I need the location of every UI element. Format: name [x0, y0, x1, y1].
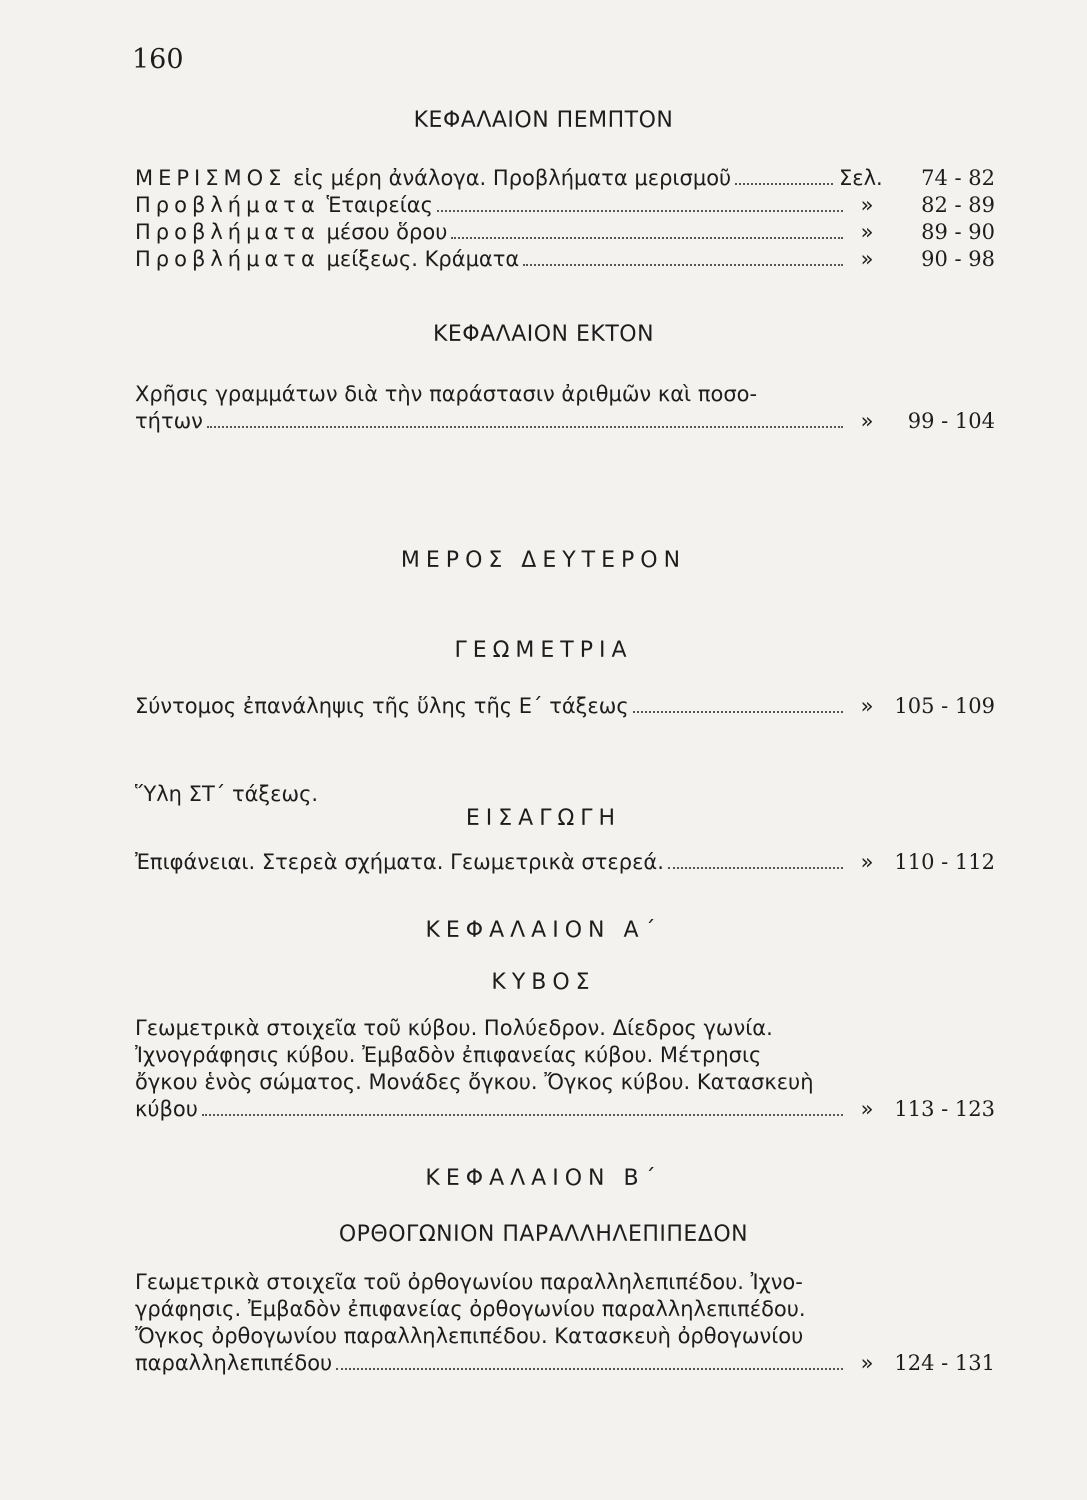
page-range: 74 - 82	[921, 166, 995, 190]
entry-label: Προβλήματα Ἑταιρείας	[135, 193, 433, 217]
chapter-5-title: ΚΕΦΑΛΑΙΟΝ ΠΕΜΠΤΟΝ	[413, 108, 674, 133]
toc-entry	[135, 850, 995, 877]
geometry-title: ΓΕΩΜΕΤΡΙΑ	[454, 638, 633, 663]
page-range: 89 - 90	[921, 220, 995, 244]
page-number: 160	[132, 44, 184, 75]
chapter-a-title: ΚΕΦΑΛΑΙΟΝ Α΄	[425, 918, 662, 943]
leader-dots	[451, 237, 843, 239]
leader-dots	[207, 426, 843, 428]
toc-line	[135, 850, 995, 877]
entry-text-line: Γεωμετρικὰ στοιχεῖα τοῦ ὀρθογωνίου παραλληλεπιπέδου. Ἰχνο-	[135, 1270, 803, 1294]
toc-entry	[135, 382, 995, 436]
leader-dots	[523, 264, 843, 266]
page-range: 113 - 123	[894, 1097, 995, 1121]
entry-label: Προβλήματα μείξεως. Κράματα	[135, 247, 520, 271]
entry-text-line: Ὄγκος ὀρθογωνίου παραλληλεπιπέδου. Κατασκευὴ ὀρθογωνίου	[135, 1324, 804, 1348]
toc-line	[135, 1351, 995, 1378]
ditto-mark: »	[860, 694, 874, 718]
entry-text-line: Ἰχνογράφησις κύβου. Ἐμβαδὸν ἐπιφανείας κύβου. Μέτρησις	[135, 1043, 762, 1067]
page-prefix: Σελ.	[839, 166, 883, 190]
ditto-mark: »	[860, 220, 874, 244]
introduction-title: ΕΙΣΑΓΩΓΗ	[465, 806, 622, 831]
ditto-mark: »	[860, 1351, 874, 1375]
entry-label: ΜΕΡΙΣΜΟΣ εἰς μέρη ἀνάλογα. Προβλήματα μερισμοῦ	[135, 166, 732, 190]
page-range: 90 - 98	[921, 247, 995, 271]
entry-label: Σύντομος ἐπανάληψις τῆς ὕλης τῆς Ε΄ τάξεως	[135, 694, 629, 718]
ditto-mark: »	[860, 850, 874, 874]
leader-dots	[668, 867, 843, 869]
entry-label: Ἐπιφάνειαι. Στερεὰ σχήματα. Γεωμετρικὰ στερεά.	[135, 850, 664, 874]
entry-text-line: γράφησις. Ἐμβαδὸν ἐπιφανείας ὀρθογωνίου παραλληλεπιπέδου.	[135, 1297, 806, 1321]
ditto-mark: »	[860, 193, 874, 217]
toc-line	[135, 1097, 995, 1124]
toc-line	[135, 694, 995, 721]
entry-text-line: ὄγκου ἑνὸς σώματος. Μονάδες ὄγκου. Ὄγκος κύβου. Κατασκευὴ	[135, 1070, 814, 1094]
ditto-mark: »	[860, 1097, 874, 1121]
toc-line	[135, 220, 995, 247]
entry-text-line: Χρῆσις γραμμάτων διὰ τὴν παράστασιν ἀριθμῶν καὶ ποσο-	[135, 382, 758, 406]
entry-label: Προβλήματα μέσου ὅρου	[135, 220, 448, 244]
entry-label: τήτων	[135, 409, 203, 433]
leader-dots	[633, 711, 843, 713]
toc-line	[135, 409, 995, 436]
toc-entry	[135, 1016, 995, 1124]
page-range: 110 - 112	[894, 850, 995, 874]
leader-dots	[735, 183, 833, 185]
entry-text-line: Γεωμετρικὰ στοιχεῖα τοῦ κύβου. Πολύεδρον. Δίεδρος γωνία.	[135, 1016, 773, 1040]
page-range: 124 - 131	[894, 1351, 995, 1375]
leader-dots	[202, 1114, 843, 1116]
toc-line	[135, 193, 995, 220]
page-range: 99 - 104	[907, 409, 995, 433]
ditto-mark: »	[860, 409, 874, 433]
grade-material-label: Ὕλη ΣΤ΄ τάξεως.	[135, 782, 319, 806]
ditto-mark: »	[860, 247, 874, 271]
toc-line	[135, 166, 995, 193]
toc-entry	[135, 694, 995, 721]
chapter-6-title: ΚΕΦΑΛΑΙΟΝ ΕΚΤΟΝ	[432, 322, 655, 347]
cube-title: ΚΥΒΟΣ	[491, 970, 596, 995]
toc-line	[135, 247, 995, 274]
page-range: 82 - 89	[921, 193, 995, 217]
leader-dots	[336, 1368, 843, 1370]
rectangular-parallelepiped-title: ΟΡΘΟΓΩΝΙΟΝ ΠΑΡΑΛΛΗΛΕΠΙΠΕΔΟΝ	[338, 1222, 749, 1247]
toc-entry	[135, 1270, 995, 1378]
chapter-b-title: ΚΕΦΑΛΑΙΟΝ Β΄	[425, 1166, 662, 1191]
toc-entry	[135, 166, 995, 274]
part-2-title: ΜΕΡΟΣ ΔΕΥΤΕΡΟΝ	[400, 548, 687, 573]
entry-label: κύβου	[135, 1097, 198, 1121]
page-range: 105 - 109	[894, 694, 995, 718]
leader-dots	[437, 210, 843, 212]
entry-label: παραλληλεπιπέδου	[135, 1351, 333, 1375]
